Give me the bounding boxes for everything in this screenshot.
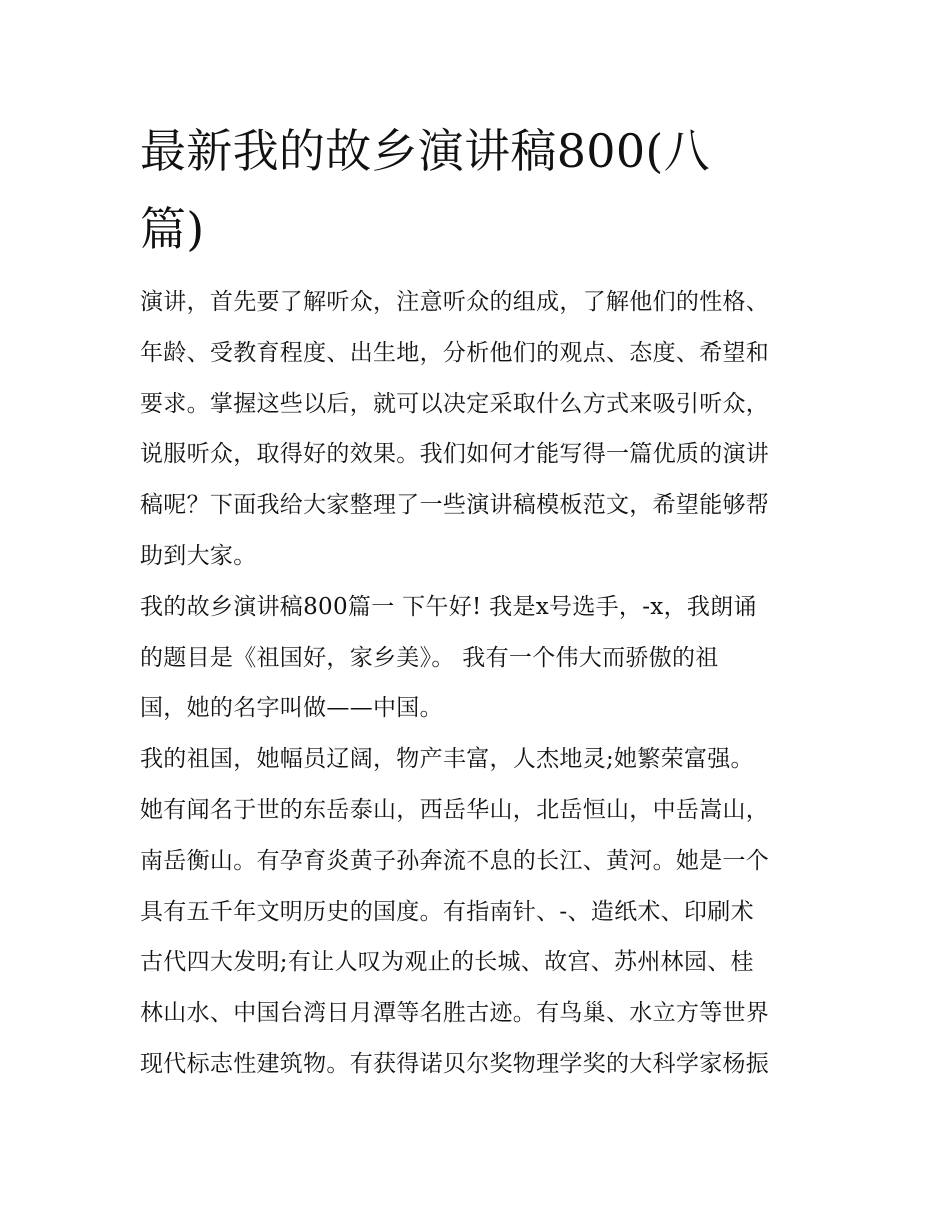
text-line: 演讲，首先要了解听众，注意听众的组成，了解他们的性格、 — [140, 289, 770, 315]
text-line: 年龄、受教育程度、出生地，分析他们的观点、态度、希望和 — [140, 339, 770, 366]
text-line: 南岳衡山。有孕育炎黄子孙奔流不息的长江、黄河。她是一个 — [140, 847, 770, 874]
text-line: 稿呢？下面我给大家整理了一些演讲稿模板范文，希望能够帮 — [140, 492, 770, 519]
paragraph-speech-opening — [140, 589, 830, 741]
text-line: 的题目是《祖国好，家乡美》。 我有一个伟大而骄傲的祖 — [140, 644, 719, 671]
paragraph-intro — [140, 284, 830, 589]
text-line: 助到大家。 — [140, 542, 257, 569]
paragraph-motherland — [140, 741, 830, 1097]
text-line: 她有闻名于世的东岳泰山，西岳华山，北岳恒山，中岳嵩山， — [140, 796, 770, 823]
text-line: 我的祖国，她幅员辽阔，物产丰富，人杰地灵;她繁荣富强。 — [140, 746, 754, 773]
text-line: 说服听众，取得好的效果。我们如何才能写得一篇优质的演讲 — [140, 441, 770, 468]
document-title — [140, 112, 820, 268]
text-line: 现代标志性建筑物。有获得诺贝尔奖物理学奖的大科学家杨振 — [140, 1050, 770, 1077]
text-line: 林山水、中国台湾日月潭等名胜古迹。有鸟巢、水立方等世界 — [140, 1000, 770, 1027]
text-line: 要求。掌握这些以后，就可以决定采取什么方式来吸引听众， — [140, 390, 770, 417]
text-line: 国，她的名字叫做——中国。 — [140, 695, 443, 722]
document-body — [140, 284, 830, 1097]
text-line: 具有五千年文明历史的国度。有指南针、-、造纸术、印刷术 — [140, 898, 754, 925]
text-line: 我的故乡演讲稿800篇一 下午好! 我是x号选手，-x，我朗诵 — [140, 593, 757, 620]
title-line-2: 篇) — [140, 202, 205, 256]
title-line-1: 最新我的故乡演讲稿800(八 — [140, 124, 710, 178]
text-line: 古代四大发明;有让人叹为观止的长城、故宫、苏州林园、桂 — [140, 949, 754, 976]
